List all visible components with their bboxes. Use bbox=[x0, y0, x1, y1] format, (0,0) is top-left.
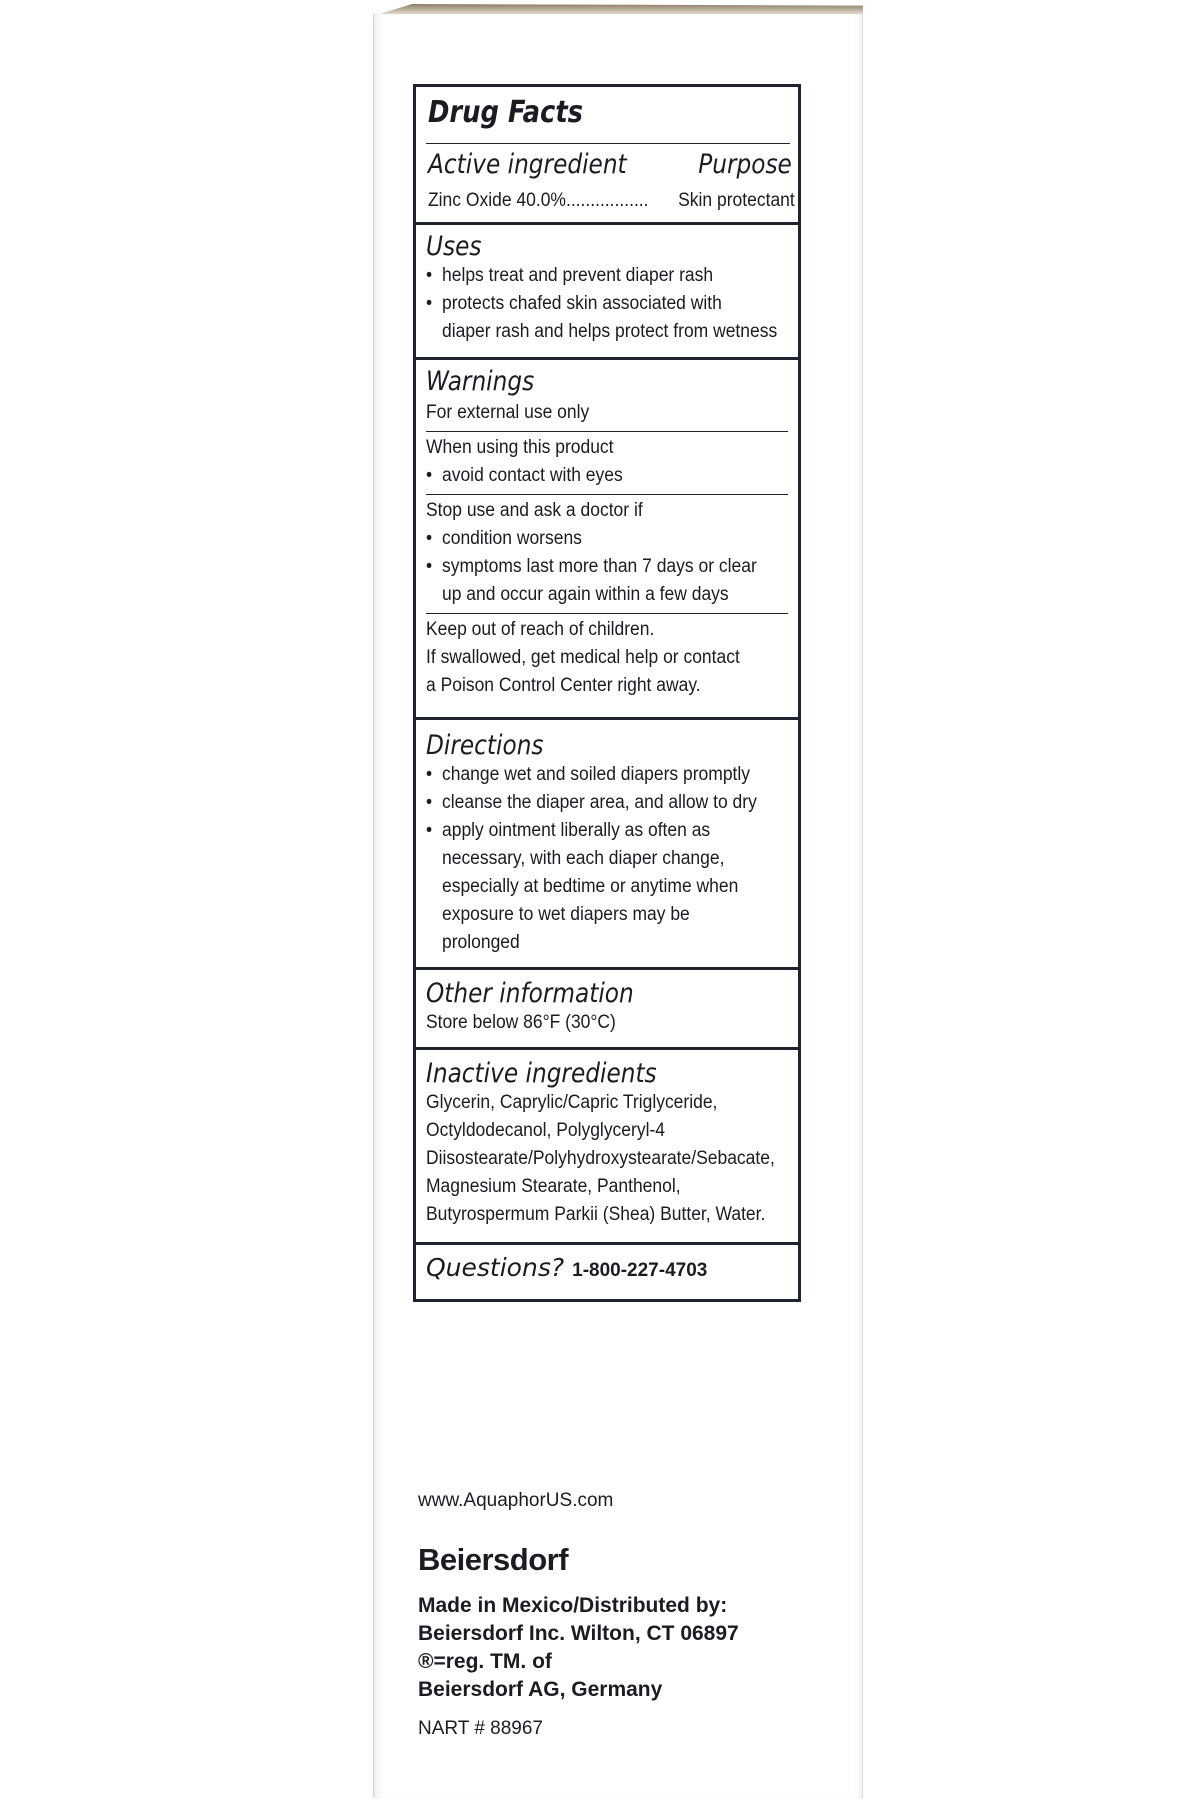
inactive-ingredient-line: Magnesium Stearate, Panthenol, bbox=[426, 1176, 681, 1197]
external-use-text: For external use only bbox=[426, 402, 590, 423]
distributor-line: Made in Mexico/Distributed by: bbox=[418, 1594, 728, 1617]
uses-item-text: helps treat and prevent diaper rash bbox=[442, 265, 714, 286]
inactive-ingredients-heading: Inactive ingredients bbox=[426, 1058, 657, 1089]
directions-item-text: prolonged bbox=[442, 932, 520, 953]
uses-heading: Uses bbox=[426, 231, 482, 262]
when-using-item bbox=[426, 462, 788, 490]
when-using-subsection bbox=[426, 431, 788, 490]
uses-item-text: diaper rash and helps protect from wetness bbox=[442, 321, 778, 342]
bullet-icon: • bbox=[426, 293, 433, 314]
distributor-line: Beiersdorf Inc. Wilton, CT 06897 bbox=[418, 1622, 739, 1645]
drug-facts-title: Drug Facts bbox=[428, 95, 584, 130]
stop-use-heading: Stop use and ask a doctor if bbox=[426, 500, 643, 521]
other-info-section bbox=[416, 967, 798, 1047]
bullet-icon: • bbox=[426, 465, 433, 486]
stop-use-item bbox=[426, 553, 788, 609]
swallowed-text bbox=[426, 644, 788, 700]
inactive-ingredient-line: Diisostearate/Polyhydroxystearate/Sebacate, bbox=[426, 1148, 775, 1169]
directions-item bbox=[426, 761, 790, 789]
directions-section bbox=[416, 717, 798, 967]
uses-section bbox=[416, 222, 798, 357]
directions-item-text: change wet and soiled diapers promptly bbox=[442, 764, 751, 785]
directions-item-text: especially at bedtime or anytime when bbox=[442, 876, 739, 897]
stop-use-item bbox=[426, 525, 788, 553]
uses-item bbox=[426, 290, 790, 346]
stop-use-list bbox=[426, 525, 788, 609]
bullet-icon: • bbox=[426, 556, 433, 577]
directions-item-text: apply ointment liberally as often as bbox=[442, 820, 711, 841]
stop-use-item-text: up and occur again within a few days bbox=[442, 584, 729, 605]
purpose-heading: Purpose bbox=[698, 149, 792, 180]
questions-section bbox=[416, 1242, 798, 1299]
drug-facts-panel bbox=[413, 84, 801, 1302]
when-using-list bbox=[426, 462, 788, 490]
stop-use-subsection bbox=[426, 494, 788, 609]
uses-item bbox=[426, 262, 790, 290]
inactive-ingredient-line: Butyrospermum Parkii (Shea) Butter, Water. bbox=[426, 1204, 766, 1225]
bullet-icon: • bbox=[426, 764, 433, 785]
bullet-icon: • bbox=[426, 792, 433, 813]
inactive-ingredient-line: Glycerin, Caprylic/Capric Triglyceride, bbox=[426, 1092, 718, 1113]
distributor-line: Beiersdorf AG, Germany bbox=[418, 1678, 663, 1701]
when-using-heading: When using this product bbox=[426, 437, 614, 458]
purpose-value: Skin protectant bbox=[677, 190, 795, 211]
inactive-ingredients-list bbox=[426, 1089, 790, 1229]
directions-item-text: cleanse the diaper area, and allow to dry bbox=[442, 792, 757, 813]
active-ingredient-heading: Active ingredient bbox=[428, 149, 627, 180]
bullet-icon: • bbox=[426, 820, 433, 841]
website-text: www.AquaphorUS.com bbox=[418, 1490, 614, 1511]
when-using-item-text: avoid contact with eyes bbox=[442, 465, 623, 486]
storage-text: Store below 86°F (30°C) bbox=[426, 1012, 616, 1033]
warnings-heading: Warnings bbox=[426, 366, 535, 397]
directions-list bbox=[426, 761, 790, 957]
directions-heading: Directions bbox=[426, 730, 544, 761]
inactive-ingredient-line: Octyldodecanol, Polyglyceryl-4 bbox=[426, 1120, 666, 1141]
inactive-ingredients-section bbox=[416, 1047, 798, 1242]
other-info-heading: Other information bbox=[426, 978, 634, 1009]
bullet-icon: • bbox=[426, 528, 433, 549]
bullet-icon: • bbox=[426, 265, 433, 286]
distributor-info bbox=[418, 1592, 739, 1704]
directions-item-text: necessary, with each diaper change, bbox=[442, 848, 725, 869]
warnings-section bbox=[416, 357, 798, 717]
swallowed-line: If swallowed, get medical help or contact bbox=[426, 647, 740, 668]
directions-item-text: exposure to wet diapers may be bbox=[442, 904, 690, 925]
active-ingredient-line: Zinc Oxide 40.0%................. bbox=[428, 190, 649, 211]
questions-heading: Questions? bbox=[426, 1253, 565, 1282]
distributor-line: ®=reg. TM. of bbox=[418, 1650, 552, 1673]
swallowed-line: a Poison Control Center right away. bbox=[426, 675, 701, 696]
nart-number: NART # 88967 bbox=[418, 1718, 543, 1739]
directions-item bbox=[426, 789, 790, 817]
drug-facts-header bbox=[416, 87, 798, 222]
questions-phone: 1-800-227-4703 bbox=[572, 1260, 708, 1281]
uses-list bbox=[426, 262, 790, 346]
keep-out-subsection bbox=[426, 613, 788, 700]
stop-use-item-text: symptoms last more than 7 days or clear bbox=[442, 556, 757, 577]
directions-item bbox=[426, 817, 790, 957]
brand-logo-text: Beiersdorf bbox=[418, 1542, 569, 1577]
keep-out-text: Keep out of reach of children. bbox=[426, 619, 655, 640]
stop-use-item-text: condition worsens bbox=[442, 528, 582, 549]
uses-item-text: protects chafed skin associated with bbox=[442, 293, 722, 314]
